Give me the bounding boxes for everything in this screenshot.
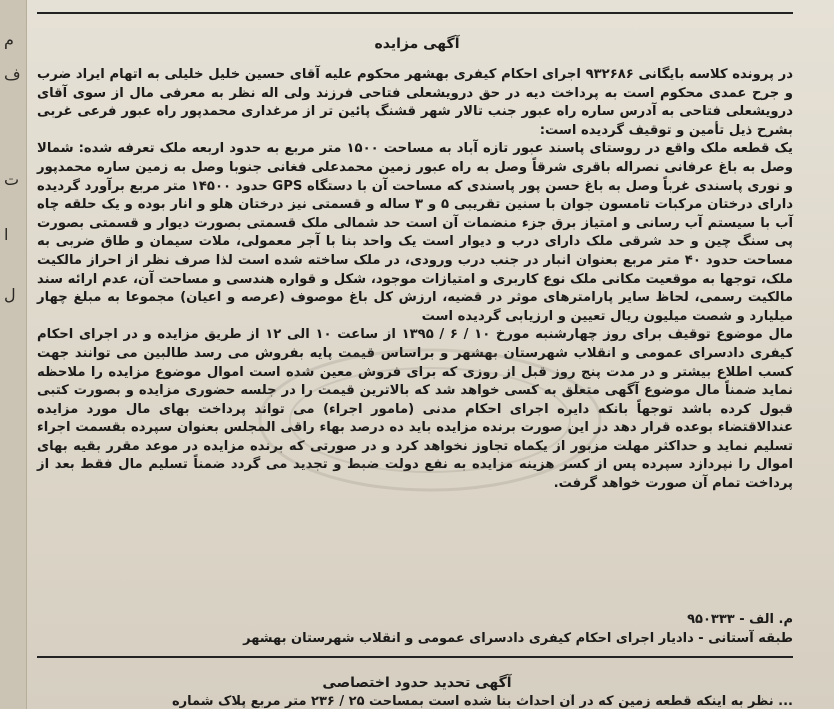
notice-body: [37, 66, 793, 494]
top-divider: [37, 12, 793, 14]
notice-paragraph: در پرونده کلاسه بایگانی ۹۳۲۶۸۶ اجرای احکام کیفری بهشهر محکوم علیه آقای حسین خلیل خلیلی به اتهام ایراد ضرب و جرح عمدی محکوم است به پرداخت دیه در حق درویشعلی فتاحی فرزند ولی اله نظر به معرفی مال از سوی آقای درویشعلی فتاحی به آدرس ساره راه عبور جنب تالار شهر قشنگ پائین تر از مرغداری محمدپور راه عبور فرعی غربی بشرح ذیل تأمین و توقیف گردیده است:: [37, 67, 793, 138]
strip-char: ا: [4, 225, 9, 244]
notice-signer: طبقه آستانی - دادیار اجرای احکام کیفری دادسرای عمومی و انقلاب شهرستان بهشهر: [243, 631, 793, 646]
notice-paragraph: یک قطعه ملک واقع در روستای پاسند عبور تازه آباد به مساحت ۱۵۰۰ متر مربع به حدود اربعه ملک تعرفه شده: شمالا وصل به باغ عرفانی نصراله باقری شرقاً وصل به راه عبور زمین محمدعلی فغانی جنوبا وصل به زمین ساره محمدپور و نوری پاسندی غرباً وصل به باغ حسن پور پاسندی که مساحت آن با دستگاه GPS حدود ۱۴۵۰۰ متر مربع برآورد گردیده دارای درختان مرکبات تامسون جوان با سنین تقریبی ۵ و ۳ ساله و قسمتی نیز درختان هلو و انار بوده و یک حلقه چاه آب با سیستم آب رسانی و امتیاز برق جزء منضمات آن است حد شمالی ملک قسمتی بصورت دیوار و قسمتی بصورت پی سنگ چین و حد شرقی ملک دارای درب و دیوار است یک واحد بنا با آجر معمولی، ملات سیمان و طاق ضربی به مساحت حدود ۴۰ متر مربع بعنوان انبار در جنب درب ورودی، در ملک ساخته شده است لذا صرف نظر از احراز مالکیت ملک، توجها به موقعیت مکانی ملک نوع کاربری و امتیازات موجود، شکل و قواره هندسی و مساحت آن، عدم ارائه سند مالکیت رسمی، لحاظ سایر پارامترهای موثر در قضیه، ارزش کل باغ موصوف (عرصه و اعیان) مجموعا به مبلغ چهار میلیارد و شصت میلیون ریال تعیین و ارزیابی گردیده است: [37, 141, 794, 324]
second-notice-title: آگهی تحدید حدود اختصاصی: [322, 675, 512, 691]
second-notice-first-line: ... نظر به اینکه قطعه زمین که در آن احداث بنا شده است بمساحت ۲۵ / ۲۳۶ متر مربع پلاک شماره: [171, 694, 793, 709]
strip-char: ل: [4, 285, 16, 304]
notice-paragraph: مال موضوع توقیف برای روز چهارشنبه مورخ ۱۰ / ۶ / ۱۳۹۵ از ساعت ۱۰ الی ۱۲ از طریق مزایده و در اجرای احکام کیفری دادسرای عمومی و انقلاب شهرستان بهشهر و براساس قیمت پایه بفروش می رسد طالبین می توانند جهت کسب اطلاع بیشتر و در مدت پنج روز قبل از روزی که برای فروش معین شده است اموال موضوع مزایده را ملاحظه نماید ضمناً مال موضوع آگهی متعلق به کسی خواهد شد که بالاترین قیمت را در جلسه حضوری مزایده و بصورت کتبی قبول کرده باشد توجهاً بانکه دایره اجرای احکام مدنی (مامور اجراء) می تواند پرداخت بهای مال مورد مزایده عندالاقتضاء بوعده قرار دهد در این صورت برنده مزایده باید ده درصد بهاء راقی المجلس بعنوان سپرده بقسمت اجراء تسلیم نماید و حداکثر مهلت مزبور از یکماه تجاوز نخواهد کرد و در صورتی که برنده مزایده در موعد مقرر بقیه بهای اموال را نپردازد سپرده پس از کسر هزینه مزایده به نفع دولت ضبط و تجدید می گردد ضمناً تسلیم مال فقط بعد از پرداخت تمام آن صورت خواهد گرفت.: [37, 327, 794, 492]
strip-char: ت: [4, 170, 20, 189]
section-divider: [37, 656, 793, 658]
notice-title: آگهی مزایده: [374, 36, 460, 52]
adjacent-column-strip: [0, 0, 27, 709]
reference-number: م. الف - ۹۵۰۳۳۳: [687, 612, 793, 627]
strip-char: م: [4, 30, 14, 49]
strip-char: ف: [4, 65, 21, 84]
